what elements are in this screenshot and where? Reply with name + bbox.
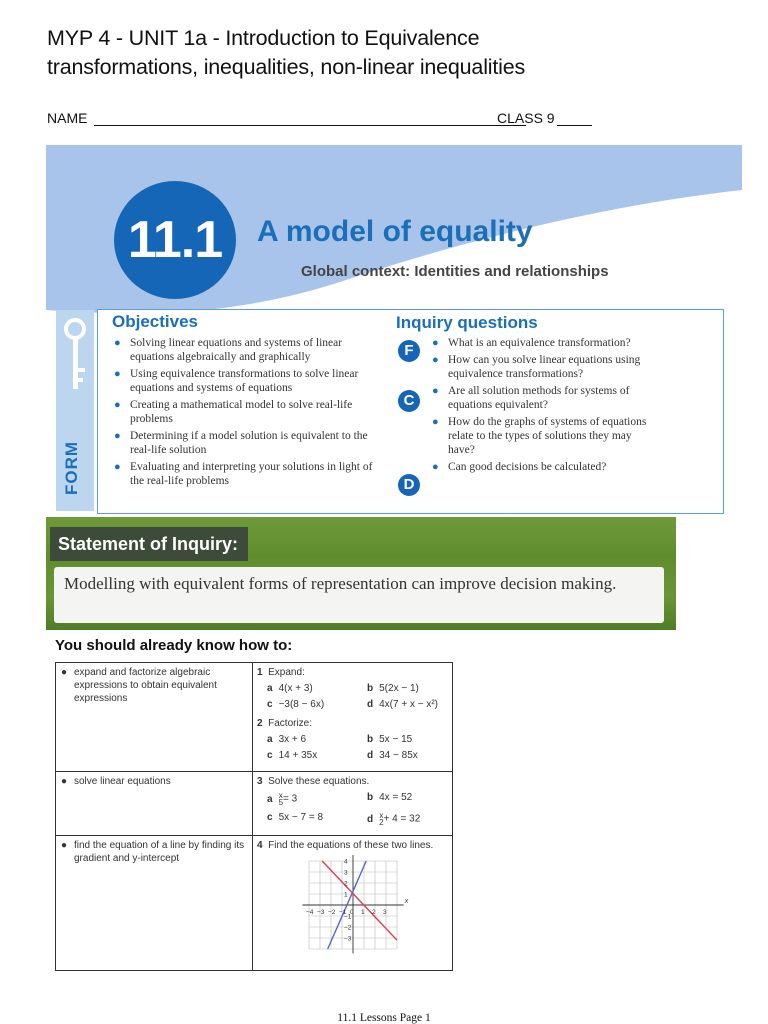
y-tick-label: 2 [344,880,348,888]
key-icon [60,316,90,396]
inquiry-item: ● Can good decisions be calculated? [432,461,607,473]
table-row [56,663,453,772]
statement-of-inquiry [46,517,676,630]
global-context: Global context: Identities and relationships [301,263,609,280]
question-cell [253,836,453,971]
inquiry-item: ● Are all solution methods for systems of equations equivalent? [432,385,630,411]
objective-item: ● Determining if a model solution is equivalent to the real-life solution [114,430,368,456]
x-tick-label: 3 [383,909,387,916]
chapter-banner [46,145,742,517]
skill-cell: ● find the equation of a line by finding its gradient and y-intercept [56,836,253,971]
form-concept-strip [56,310,94,511]
x-tick-label: 1 [361,909,365,916]
objective-item: ● Creating a mathematical model to solve real-life problems [114,399,353,425]
table-row [56,836,453,971]
name-label: NAME [47,110,88,126]
inquiry-item: ● What is an equivalence transformation? [432,337,631,349]
x-axis-label: x [404,898,409,905]
y-tick-label: −1 [344,913,352,921]
form-label: FORM [62,440,81,496]
document-title [47,24,727,82]
y-tick-label: −2 [344,924,352,932]
x-tick-label: −2 [328,909,336,916]
question-3-parts: a x 5= 3 b 4x = 52 c 5x − 7 = 8 d x 2+ 4 = 32 [267,791,421,827]
name-blank[interactable] [94,125,526,126]
objectives-heading: Objectives [112,312,198,331]
y-tick-label: −3 [344,935,352,943]
inquiry-item: ● How can you solve linear equations using equivalence transformations? [432,354,641,380]
question-1-parts: a 4(x + 3) b 5(2x − 1) c −3(8 − 6x) d 4x(7 + x − x²) [267,683,439,710]
question-cell [253,772,453,836]
objective-item: ● Solving linear equations and systems of linear equations algebraically and graphically [114,337,343,363]
question-3-heading: 3 Solve these equations. [257,776,370,787]
objective-item: ● Using equivalence transformations to solve linear equations and systems of equations [114,368,359,394]
prerequisite-table [55,662,453,971]
class-label: CLASS 9 [497,110,555,126]
name-class-row [47,110,747,130]
x-tick-label: −4 [306,909,314,916]
question-2-heading: 2 Factorize: [257,718,313,729]
chapter-title: A model of equality [257,215,533,248]
statement-heading: Statement of Inquiry: [50,527,248,561]
x-tick-label: −3 [317,909,325,916]
question-4-heading: 4 Find the equations of these two lines. [257,840,434,851]
debatable-tag-icon: D [398,474,420,496]
statement-box [54,567,664,623]
question-2-parts: a 3x + 6 b 5x − 15 c 14 + 35x d 34 − 85x [267,734,418,761]
question-cell [253,663,453,772]
skill-cell: ● expand and factorize algebraic expressions to obtain equivalent expressions [56,663,253,772]
factual-tag-icon: F [398,340,420,362]
x-tick-label: 2 [372,909,376,916]
objectives-box [97,309,724,514]
class-blank[interactable] [557,125,592,126]
question-1-heading: 1 Expand: [257,667,305,678]
table-row [56,772,453,836]
conceptual-tag-icon: C [398,390,420,412]
page-footer: 11.1 Lessons Page 1 [337,1012,431,1024]
inquiry-item: ● How do the graphs of systems of equations relate to the types of solutions they may have? [432,416,647,456]
y-tick-label: 1 [344,891,348,899]
title-line-2: transformations, inequalities, non-linear inequalities [47,55,525,79]
statement-text: Modelling with equivalent forms of representation can improve decision making. [64,574,617,593]
inquiry-list [430,336,660,477]
y-tick-label: 4 [344,858,348,866]
skill-cell: ● solve linear equations [56,772,253,836]
objectives-list [112,336,382,491]
objective-item: ● Evaluating and interpreting your solutions in light of the real-life problems [114,461,373,487]
y-tick-label: 3 [344,869,348,877]
chapter-number-badge: 11.1 [114,181,236,299]
inquiry-heading: Inquiry questions [396,313,538,332]
x-tick-label: −1 [339,909,347,916]
prereq-heading: You should already know how to: [55,637,293,654]
x-tick-label: 0 [350,909,354,916]
title-line-1: MYP 4 - UNIT 1a - Introduction to Equivalence [47,26,480,50]
two-lines-graph [295,855,415,967]
